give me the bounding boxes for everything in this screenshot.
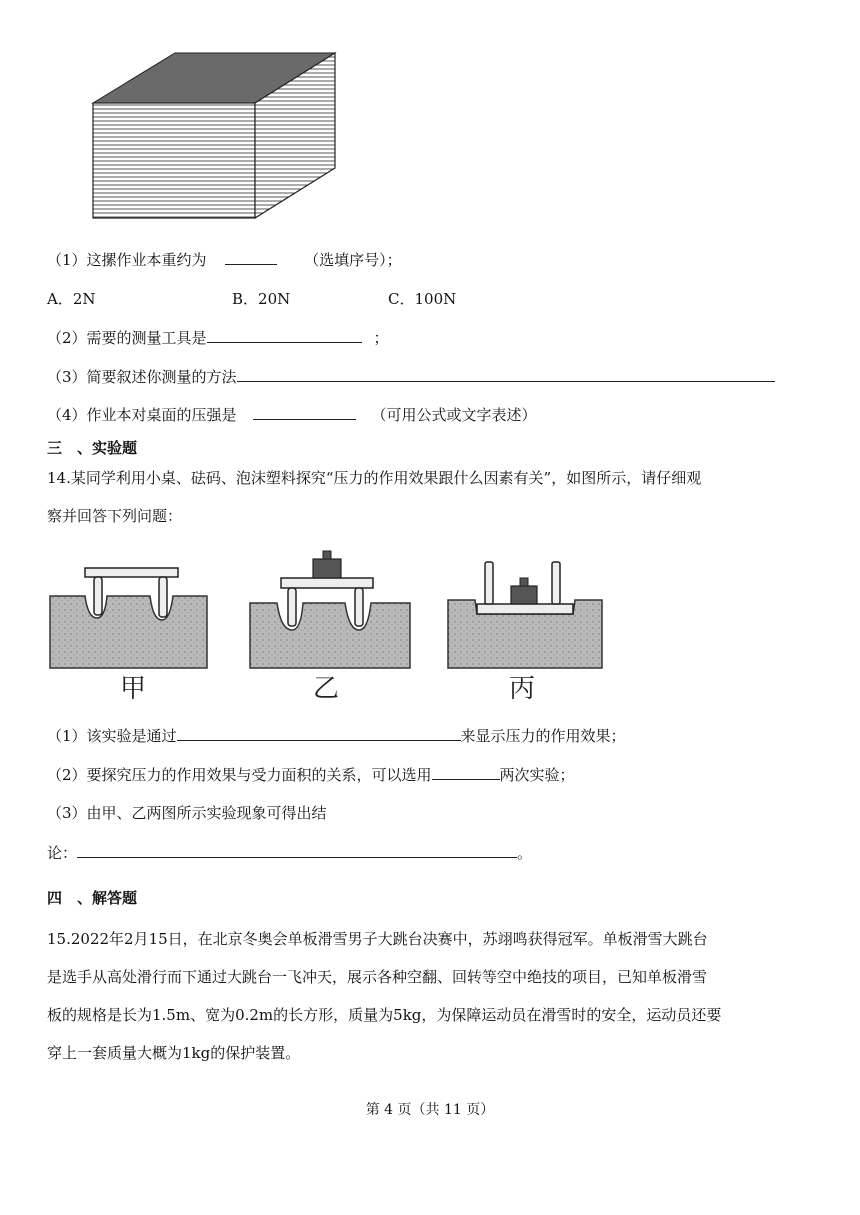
q14-stem-line1: 14.某同学利用小桌、砝码、泡沫塑料探究“压力的作用效果跟什么因素有关”，如图所示，请仔细观 <box>47 469 702 487</box>
q13-sub4-prefix: （4）作业本对桌面的压强是 <box>47 406 237 424</box>
section-title-experiment: 三 、实验题 <box>47 439 138 457</box>
q13-sub4 <box>47 403 537 425</box>
figure-bing <box>448 562 602 668</box>
q13-sub1-suffix: （选填序号）； <box>304 251 402 269</box>
q14-sub1-prefix: （1）该实验是通过 <box>47 727 177 745</box>
q14-sub3-line2-prefix: 论： <box>47 844 78 862</box>
q14-sub1-suffix: 来显示压力的作用效果； <box>460 727 626 745</box>
q13-sub1-blank[interactable] <box>225 248 277 265</box>
figure-label-jia: 甲 <box>120 674 147 704</box>
q14-sub2 <box>47 763 575 785</box>
q14-sub1-blank[interactable] <box>177 724 461 741</box>
page-footer: 第 4 页（共 11 页） <box>365 1102 495 1118</box>
q13-sub2-prefix: （2）需要的测量工具是 <box>47 329 207 347</box>
q13-option-b: B．20N <box>232 290 291 308</box>
section-title-answer: 四 、解答题 <box>47 889 138 907</box>
q13-option-c: C．100N <box>388 290 457 308</box>
q14-sub3-line2-suffix: 。 <box>517 844 533 862</box>
q13-sub3 <box>47 365 775 387</box>
q13-sub2 <box>47 326 389 348</box>
q14-stem-line2: 察并回答下列问题： <box>47 507 183 525</box>
q14-sub1 <box>47 724 626 746</box>
q13-sub4-blank[interactable] <box>253 403 356 420</box>
q13-option-a: A．2N <box>47 290 96 308</box>
q13-sub1-prefix: （1）这摞作业本重约为 <box>47 251 207 269</box>
q14-sub3-line2 <box>47 841 532 863</box>
q13-sub3-prefix: （3）简要叙述你测量的方法 <box>47 368 237 386</box>
q13-sub1 <box>47 248 402 270</box>
q14-sub3-line1: （3）由甲、乙两图所示实验现象可得出结 <box>47 804 327 822</box>
q14-sub2-prefix: （2）要探究压力的作用效果与受力面积的关系，可以选用 <box>47 766 432 784</box>
figure-jia <box>50 568 207 668</box>
q13-sub3-blank[interactable] <box>237 365 775 382</box>
q13-sub2-blank[interactable] <box>207 326 362 343</box>
q13-sub4-suffix: （可用公式或文字表述） <box>371 406 537 424</box>
q14-sub2-blank[interactable] <box>432 763 500 780</box>
q15-line2: 是选手从高处滑行而下通过大跳台一飞冲天，展示各种空翻、回转等空中绝技的项目，已知单板滑雪 <box>47 968 708 986</box>
q14-sub3-blank[interactable] <box>77 841 517 858</box>
q15-line3: 板的规格是长为1.5m、宽为0.2m的长方形，质量为5kg，为保障运动员在滑雪时的安全，运动员还要 <box>47 1006 722 1024</box>
q15-line1: 15.2022年2月15日，在北京冬奥会单板滑雪男子大跳台决赛中，苏翊鸣获得冠军。单板滑雪大跳台 <box>47 930 708 948</box>
figure-yi <box>250 551 410 668</box>
figure-label-yi: 乙 <box>313 674 340 704</box>
q15-line4: 穿上一套质量大概为1kg的保护装置。 <box>47 1044 301 1062</box>
q14-sub2-suffix: 两次实验； <box>499 766 575 784</box>
q13-sub2-suffix: ； <box>373 329 389 347</box>
book-stack-figure <box>85 48 345 223</box>
figure-label-bing: 丙 <box>509 674 536 704</box>
